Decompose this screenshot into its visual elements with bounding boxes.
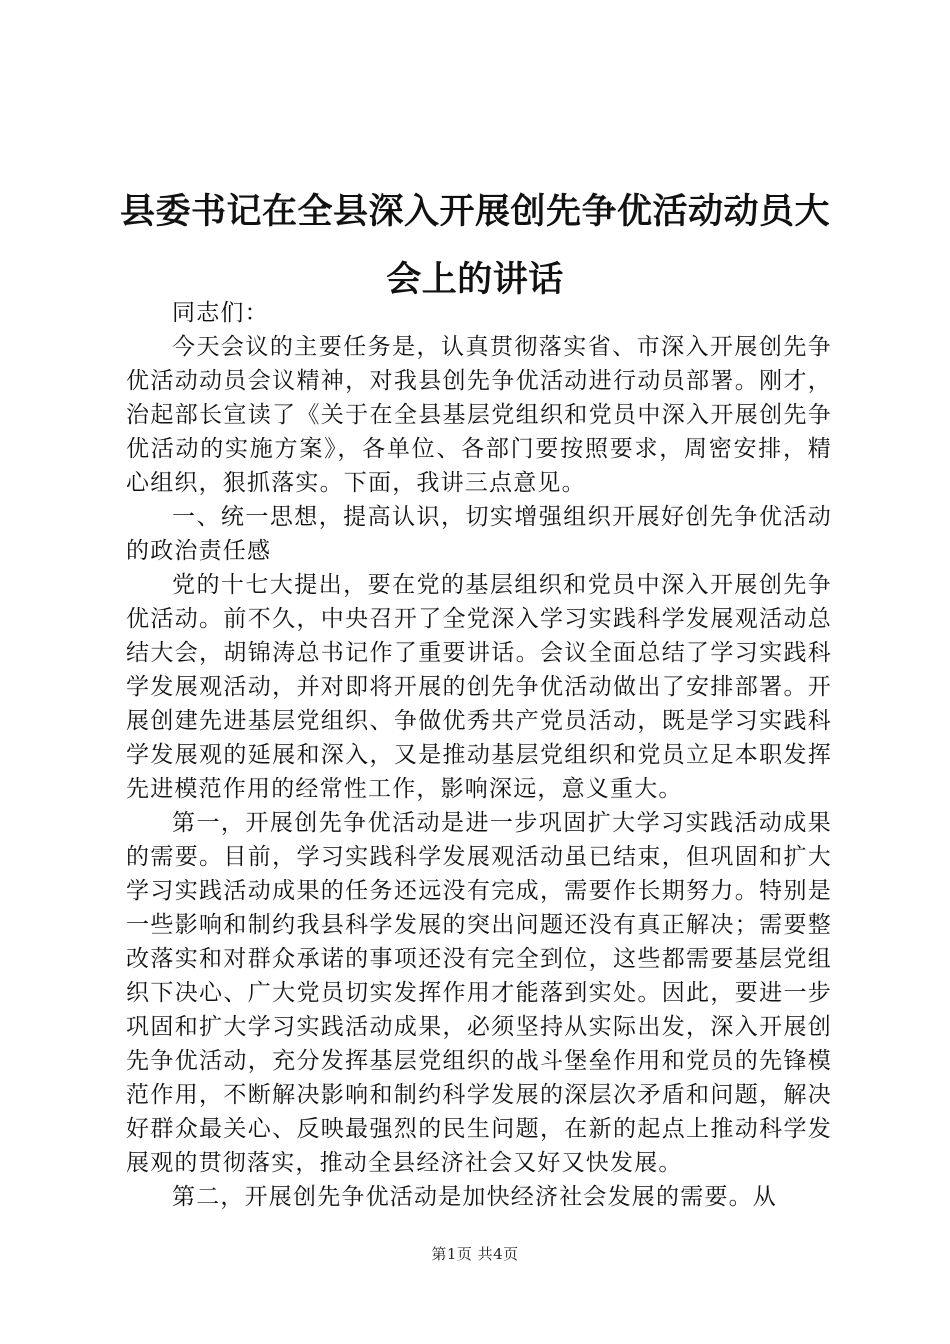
paragraph-salutation: 同志们： xyxy=(172,300,269,326)
document-title: 县委书记在全县深入开展创先争优活动动员大会上的讲话 xyxy=(119,191,830,300)
paragraph: 第一，开展创先争优活动是进一步巩固扩大学习实践活动成果的需要。目前，学习实践科学发展观活动虽已结束，但巩固和扩大学习实践活动成果的任务还远没有完成，需要作长期努力。特别是一些影响和制约我县科学发展的突出问题还没有真正解决；需要整改落实和对群众承诺的事项还没有完全到位，这些都需要基层党组织下决心、广大党员切实发挥作用才能落到实处。因此，要进一步巩固和扩大学习实践活动成果，必须坚持从实际出发，深入开展创先争优活动，充分发挥基层党组织的战斗堡垒作用和党员的先锋模范作用，不断解决影响和制约科学发展的深层次矛盾和问题，解决好群众最关心、反映最强烈的民生问题，在新的起点上推动科学发展观的贯彻落实，推动全县经济社会又好又快发展。 xyxy=(126,810,832,1176)
section-heading-1: 一、统一思想，提高认识，切实增强组织开展好创先争优活动的政治责任感 xyxy=(126,504,832,564)
paragraph-intro: 今天会议的主要任务是，认真贯彻落实省、市深入开展创先争优活动动员会议精神，对我县创先争优活动进行动员部署。刚才，治起部长宣读了《关于在全县基层党组织和党员中深入开展创先争优活动的实施方案》，各单位、各部门要按照要求，周密安排，精心组织，狠抓落实。下面，我讲三点意见。 xyxy=(126,334,832,496)
page-number-footer: 第1页 共4页 xyxy=(431,1245,519,1263)
paragraph: 党的十七大提出，要在党的基层组织和党员中深入开展创先争优活动。前不久，中央召开了全党深入学习实践科学发展观活动总结大会，胡锦涛总书记作了重要讲话。会议全面总结了学习实践科学发展观活动，并对即将开展的创先争优活动做出了安排部署。开展创建先进基层党组织、争做优秀共产党员活动，既是学习实践科学发展观的延展和深入，又是推动基层党组织和党员立足本职发挥先进模范作用的经常性工作，影响深远，意义重大。 xyxy=(126,572,832,802)
document-body xyxy=(126,296,832,1214)
paragraph: 第二，开展创先争优活动是加快经济社会发展的需要。从 xyxy=(172,1184,777,1210)
